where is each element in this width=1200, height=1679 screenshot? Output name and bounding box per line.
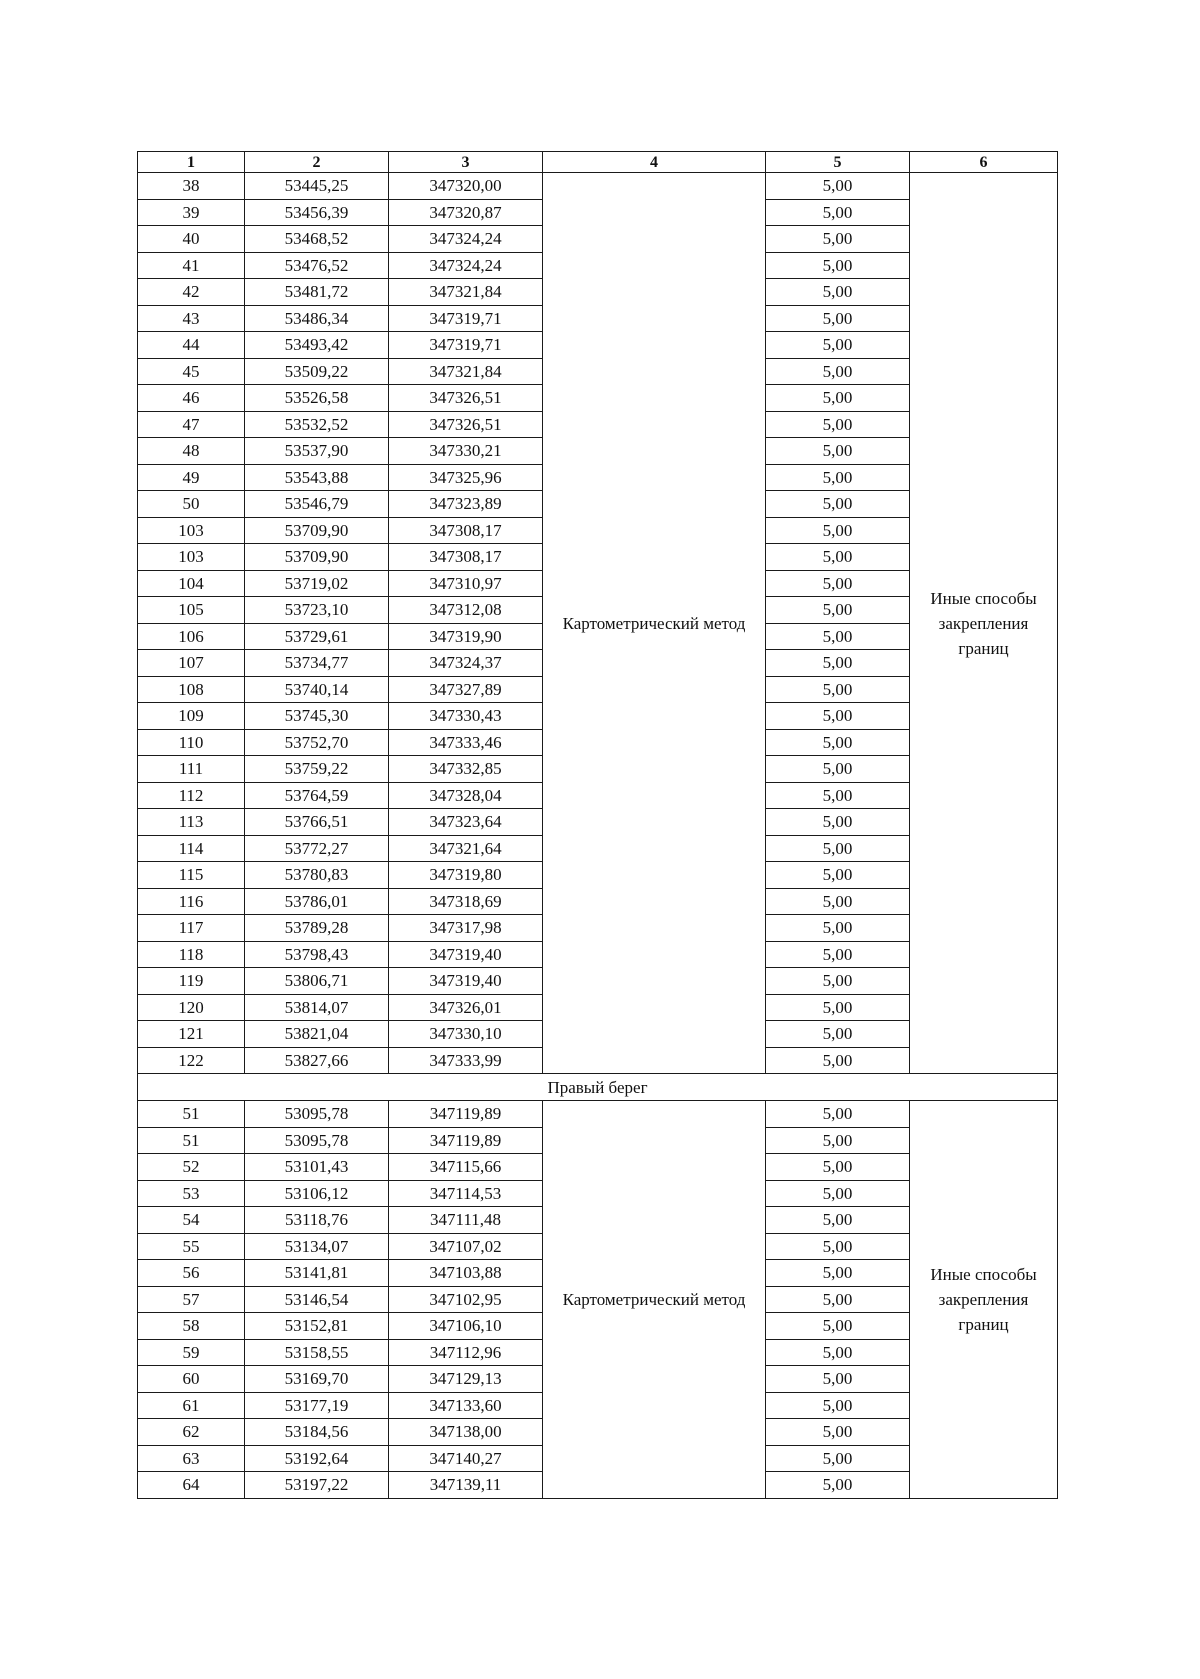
point-number-cell: 103 bbox=[138, 517, 245, 544]
coordinate-x-cell: 53546,79 bbox=[245, 491, 389, 518]
point-number-cell: 116 bbox=[138, 888, 245, 915]
coordinate-x-cell: 53493,42 bbox=[245, 332, 389, 359]
coordinate-y-cell: 347326,01 bbox=[389, 994, 543, 1021]
coordinate-y-cell: 347323,64 bbox=[389, 809, 543, 836]
coordinate-x-cell: 53723,10 bbox=[245, 597, 389, 624]
point-number-cell: 55 bbox=[138, 1233, 245, 1260]
coordinate-y-cell: 347324,24 bbox=[389, 252, 543, 279]
coordinate-x-cell: 53709,90 bbox=[245, 544, 389, 571]
accuracy-cell: 5,00 bbox=[766, 1180, 910, 1207]
accuracy-cell: 5,00 bbox=[766, 1419, 910, 1446]
coordinate-y-cell: 347106,10 bbox=[389, 1313, 543, 1340]
point-number-cell: 106 bbox=[138, 623, 245, 650]
point-number-cell: 58 bbox=[138, 1313, 245, 1340]
coordinate-y-cell: 347328,04 bbox=[389, 782, 543, 809]
coordinate-y-cell: 347324,24 bbox=[389, 226, 543, 253]
point-number-cell: 104 bbox=[138, 570, 245, 597]
accuracy-cell: 5,00 bbox=[766, 438, 910, 465]
point-number-cell: 54 bbox=[138, 1207, 245, 1234]
coordinate-x-cell: 53764,59 bbox=[245, 782, 389, 809]
point-number-cell: 40 bbox=[138, 226, 245, 253]
section-row bbox=[138, 1074, 1058, 1101]
column-header-5: 5 bbox=[766, 152, 910, 173]
accuracy-cell: 5,00 bbox=[766, 782, 910, 809]
point-number-cell: 48 bbox=[138, 438, 245, 465]
column-header-6: 6 bbox=[910, 152, 1058, 173]
coordinate-x-cell: 53772,27 bbox=[245, 835, 389, 862]
coordinate-x-cell: 53468,52 bbox=[245, 226, 389, 253]
point-number-cell: 64 bbox=[138, 1472, 245, 1499]
point-number-cell: 118 bbox=[138, 941, 245, 968]
coordinate-x-cell: 53789,28 bbox=[245, 915, 389, 942]
accuracy-cell: 5,00 bbox=[766, 411, 910, 438]
section-title: Правый берег bbox=[138, 1074, 1058, 1101]
coordinate-x-cell: 53134,07 bbox=[245, 1233, 389, 1260]
accuracy-cell: 5,00 bbox=[766, 252, 910, 279]
point-number-cell: 47 bbox=[138, 411, 245, 438]
point-number-cell: 49 bbox=[138, 464, 245, 491]
accuracy-cell: 5,00 bbox=[766, 888, 910, 915]
coordinate-y-cell: 347119,89 bbox=[389, 1127, 543, 1154]
point-number-cell: 114 bbox=[138, 835, 245, 862]
point-number-cell: 110 bbox=[138, 729, 245, 756]
point-number-cell: 111 bbox=[138, 756, 245, 783]
coordinate-y-cell: 347319,40 bbox=[389, 941, 543, 968]
point-number-cell: 117 bbox=[138, 915, 245, 942]
coordinate-y-cell: 347319,40 bbox=[389, 968, 543, 995]
coordinate-x-cell: 53486,34 bbox=[245, 305, 389, 332]
coordinate-x-cell: 53766,51 bbox=[245, 809, 389, 836]
coordinate-y-cell: 347324,37 bbox=[389, 650, 543, 677]
coordinate-x-cell: 53101,43 bbox=[245, 1154, 389, 1181]
accuracy-cell: 5,00 bbox=[766, 464, 910, 491]
accuracy-cell: 5,00 bbox=[766, 544, 910, 571]
coordinate-y-cell: 347312,08 bbox=[389, 597, 543, 624]
point-number-cell: 43 bbox=[138, 305, 245, 332]
accuracy-cell: 5,00 bbox=[766, 491, 910, 518]
coordinate-y-cell: 347326,51 bbox=[389, 411, 543, 438]
coordinate-y-cell: 347332,85 bbox=[389, 756, 543, 783]
coordinate-x-cell: 53786,01 bbox=[245, 888, 389, 915]
coordinate-y-cell: 347138,00 bbox=[389, 1419, 543, 1446]
point-number-cell: 60 bbox=[138, 1366, 245, 1393]
point-number-cell: 121 bbox=[138, 1021, 245, 1048]
coordinate-y-cell: 347319,71 bbox=[389, 305, 543, 332]
coordinate-x-cell: 53827,66 bbox=[245, 1047, 389, 1074]
accuracy-cell: 5,00 bbox=[766, 173, 910, 200]
point-number-cell: 59 bbox=[138, 1339, 245, 1366]
coordinate-x-cell: 53532,52 bbox=[245, 411, 389, 438]
coordinate-y-cell: 347319,90 bbox=[389, 623, 543, 650]
coordinate-y-cell: 347133,60 bbox=[389, 1392, 543, 1419]
accuracy-cell: 5,00 bbox=[766, 1207, 910, 1234]
coordinate-x-cell: 53752,70 bbox=[245, 729, 389, 756]
coordinate-y-cell: 347139,11 bbox=[389, 1472, 543, 1499]
point-number-cell: 119 bbox=[138, 968, 245, 995]
coordinate-x-cell: 53798,43 bbox=[245, 941, 389, 968]
point-number-cell: 52 bbox=[138, 1154, 245, 1181]
point-number-cell: 38 bbox=[138, 173, 245, 200]
coordinate-x-cell: 53184,56 bbox=[245, 1419, 389, 1446]
point-number-cell: 42 bbox=[138, 279, 245, 306]
point-number-cell: 122 bbox=[138, 1047, 245, 1074]
column-header-1: 1 bbox=[138, 152, 245, 173]
coordinate-y-cell: 347119,89 bbox=[389, 1101, 543, 1128]
coordinate-y-cell: 347333,46 bbox=[389, 729, 543, 756]
accuracy-cell: 5,00 bbox=[766, 994, 910, 1021]
point-number-cell: 46 bbox=[138, 385, 245, 412]
coordinate-y-cell: 347111,48 bbox=[389, 1207, 543, 1234]
accuracy-cell: 5,00 bbox=[766, 650, 910, 677]
coordinate-x-cell: 53543,88 bbox=[245, 464, 389, 491]
coordinate-y-cell: 347308,17 bbox=[389, 517, 543, 544]
coordinate-x-cell: 53481,72 bbox=[245, 279, 389, 306]
accuracy-cell: 5,00 bbox=[766, 332, 910, 359]
column-header-2: 2 bbox=[245, 152, 389, 173]
point-number-cell: 44 bbox=[138, 332, 245, 359]
point-number-cell: 105 bbox=[138, 597, 245, 624]
coordinate-y-cell: 347310,97 bbox=[389, 570, 543, 597]
accuracy-cell: 5,00 bbox=[766, 703, 910, 730]
coordinate-x-cell: 53780,83 bbox=[245, 862, 389, 889]
point-number-cell: 103 bbox=[138, 544, 245, 571]
accuracy-cell: 5,00 bbox=[766, 968, 910, 995]
coordinate-x-cell: 53734,77 bbox=[245, 650, 389, 677]
accuracy-cell: 5,00 bbox=[766, 862, 910, 889]
accuracy-cell: 5,00 bbox=[766, 199, 910, 226]
accuracy-cell: 5,00 bbox=[766, 1286, 910, 1313]
accuracy-cell: 5,00 bbox=[766, 385, 910, 412]
fixation-method-cell: Иные способы закрепления границ bbox=[910, 1101, 1058, 1499]
point-number-cell: 61 bbox=[138, 1392, 245, 1419]
coordinate-y-cell: 347320,00 bbox=[389, 173, 543, 200]
accuracy-cell: 5,00 bbox=[766, 1260, 910, 1287]
coordinate-x-cell: 53445,25 bbox=[245, 173, 389, 200]
table-row bbox=[138, 1101, 1058, 1128]
coordinate-y-cell: 347107,02 bbox=[389, 1233, 543, 1260]
accuracy-cell: 5,00 bbox=[766, 1339, 910, 1366]
coordinate-x-cell: 53745,30 bbox=[245, 703, 389, 730]
accuracy-cell: 5,00 bbox=[766, 226, 910, 253]
column-header-4: 4 bbox=[543, 152, 766, 173]
accuracy-cell: 5,00 bbox=[766, 1101, 910, 1128]
coordinate-y-cell: 347319,71 bbox=[389, 332, 543, 359]
coordinate-y-cell: 347129,13 bbox=[389, 1366, 543, 1393]
accuracy-cell: 5,00 bbox=[766, 915, 910, 942]
point-number-cell: 57 bbox=[138, 1286, 245, 1313]
point-number-cell: 51 bbox=[138, 1127, 245, 1154]
accuracy-cell: 5,00 bbox=[766, 1233, 910, 1260]
point-number-cell: 53 bbox=[138, 1180, 245, 1207]
point-number-cell: 39 bbox=[138, 199, 245, 226]
coordinate-x-cell: 53095,78 bbox=[245, 1127, 389, 1154]
accuracy-cell: 5,00 bbox=[766, 305, 910, 332]
accuracy-cell: 5,00 bbox=[766, 729, 910, 756]
point-number-cell: 56 bbox=[138, 1260, 245, 1287]
accuracy-cell: 5,00 bbox=[766, 623, 910, 650]
fixation-method-cell: Иные способы закрепления границ bbox=[910, 173, 1058, 1074]
coordinate-y-cell: 347333,99 bbox=[389, 1047, 543, 1074]
point-number-cell: 115 bbox=[138, 862, 245, 889]
point-number-cell: 109 bbox=[138, 703, 245, 730]
coordinate-x-cell: 53759,22 bbox=[245, 756, 389, 783]
coordinate-y-cell: 347103,88 bbox=[389, 1260, 543, 1287]
coordinate-x-cell: 53095,78 bbox=[245, 1101, 389, 1128]
coordinate-y-cell: 347330,43 bbox=[389, 703, 543, 730]
accuracy-cell: 5,00 bbox=[766, 597, 910, 624]
coordinate-x-cell: 53806,71 bbox=[245, 968, 389, 995]
point-number-cell: 120 bbox=[138, 994, 245, 1021]
coordinate-x-cell: 53476,52 bbox=[245, 252, 389, 279]
coordinate-y-cell: 347112,96 bbox=[389, 1339, 543, 1366]
table-body bbox=[138, 173, 1058, 1499]
accuracy-cell: 5,00 bbox=[766, 517, 910, 544]
accuracy-cell: 5,00 bbox=[766, 1472, 910, 1499]
coordinate-x-cell: 53709,90 bbox=[245, 517, 389, 544]
coordinate-x-cell: 53141,81 bbox=[245, 1260, 389, 1287]
coordinate-x-cell: 53814,07 bbox=[245, 994, 389, 1021]
coordinate-y-cell: 347321,84 bbox=[389, 279, 543, 306]
coordinate-x-cell: 53152,81 bbox=[245, 1313, 389, 1340]
accuracy-cell: 5,00 bbox=[766, 1313, 910, 1340]
coordinate-x-cell: 53169,70 bbox=[245, 1366, 389, 1393]
point-number-cell: 62 bbox=[138, 1419, 245, 1446]
coordinate-x-cell: 53729,61 bbox=[245, 623, 389, 650]
coordinate-y-cell: 347319,80 bbox=[389, 862, 543, 889]
coordinate-y-cell: 347318,69 bbox=[389, 888, 543, 915]
coordinate-x-cell: 53177,19 bbox=[245, 1392, 389, 1419]
coordinate-x-cell: 53740,14 bbox=[245, 676, 389, 703]
table-header-row bbox=[138, 152, 1058, 173]
point-number-cell: 113 bbox=[138, 809, 245, 836]
accuracy-cell: 5,00 bbox=[766, 809, 910, 836]
coordinate-y-cell: 347330,21 bbox=[389, 438, 543, 465]
method-cell: Картометрический метод bbox=[543, 1101, 766, 1499]
coordinate-x-cell: 53146,54 bbox=[245, 1286, 389, 1313]
accuracy-cell: 5,00 bbox=[766, 1127, 910, 1154]
coordinate-y-cell: 347115,66 bbox=[389, 1154, 543, 1181]
coordinate-y-cell: 347317,98 bbox=[389, 915, 543, 942]
coordinate-x-cell: 53509,22 bbox=[245, 358, 389, 385]
point-number-cell: 108 bbox=[138, 676, 245, 703]
coordinate-x-cell: 53118,76 bbox=[245, 1207, 389, 1234]
table-row bbox=[138, 173, 1058, 200]
coordinate-y-cell: 347114,53 bbox=[389, 1180, 543, 1207]
coordinate-x-cell: 53192,64 bbox=[245, 1445, 389, 1472]
accuracy-cell: 5,00 bbox=[766, 1392, 910, 1419]
accuracy-cell: 5,00 bbox=[766, 835, 910, 862]
accuracy-cell: 5,00 bbox=[766, 756, 910, 783]
coordinate-x-cell: 53456,39 bbox=[245, 199, 389, 226]
point-number-cell: 107 bbox=[138, 650, 245, 677]
accuracy-cell: 5,00 bbox=[766, 1154, 910, 1181]
coordinate-y-cell: 347325,96 bbox=[389, 464, 543, 491]
point-number-cell: 63 bbox=[138, 1445, 245, 1472]
coordinate-y-cell: 347308,17 bbox=[389, 544, 543, 571]
accuracy-cell: 5,00 bbox=[766, 279, 910, 306]
coordinate-y-cell: 347327,89 bbox=[389, 676, 543, 703]
coordinate-y-cell: 347323,89 bbox=[389, 491, 543, 518]
accuracy-cell: 5,00 bbox=[766, 358, 910, 385]
column-header-3: 3 bbox=[389, 152, 543, 173]
coordinate-y-cell: 347330,10 bbox=[389, 1021, 543, 1048]
accuracy-cell: 5,00 bbox=[766, 1445, 910, 1472]
coordinate-y-cell: 347102,95 bbox=[389, 1286, 543, 1313]
accuracy-cell: 5,00 bbox=[766, 1047, 910, 1074]
coordinate-x-cell: 53158,55 bbox=[245, 1339, 389, 1366]
coordinate-x-cell: 53197,22 bbox=[245, 1472, 389, 1499]
accuracy-cell: 5,00 bbox=[766, 941, 910, 968]
method-cell: Картометрический метод bbox=[543, 173, 766, 1074]
coordinate-y-cell: 347320,87 bbox=[389, 199, 543, 226]
coordinate-y-cell: 347140,27 bbox=[389, 1445, 543, 1472]
coordinate-x-cell: 53526,58 bbox=[245, 385, 389, 412]
accuracy-cell: 5,00 bbox=[766, 570, 910, 597]
point-number-cell: 112 bbox=[138, 782, 245, 809]
coordinate-y-cell: 347326,51 bbox=[389, 385, 543, 412]
point-number-cell: 50 bbox=[138, 491, 245, 518]
point-number-cell: 45 bbox=[138, 358, 245, 385]
coordinate-x-cell: 53719,02 bbox=[245, 570, 389, 597]
coordinate-x-cell: 53821,04 bbox=[245, 1021, 389, 1048]
accuracy-cell: 5,00 bbox=[766, 676, 910, 703]
accuracy-cell: 5,00 bbox=[766, 1021, 910, 1048]
coordinate-y-cell: 347321,84 bbox=[389, 358, 543, 385]
coordinate-x-cell: 53106,12 bbox=[245, 1180, 389, 1207]
coordinate-y-cell: 347321,64 bbox=[389, 835, 543, 862]
point-number-cell: 41 bbox=[138, 252, 245, 279]
boundary-points-table bbox=[137, 151, 1058, 1499]
accuracy-cell: 5,00 bbox=[766, 1366, 910, 1393]
point-number-cell: 51 bbox=[138, 1101, 245, 1128]
coordinate-x-cell: 53537,90 bbox=[245, 438, 389, 465]
